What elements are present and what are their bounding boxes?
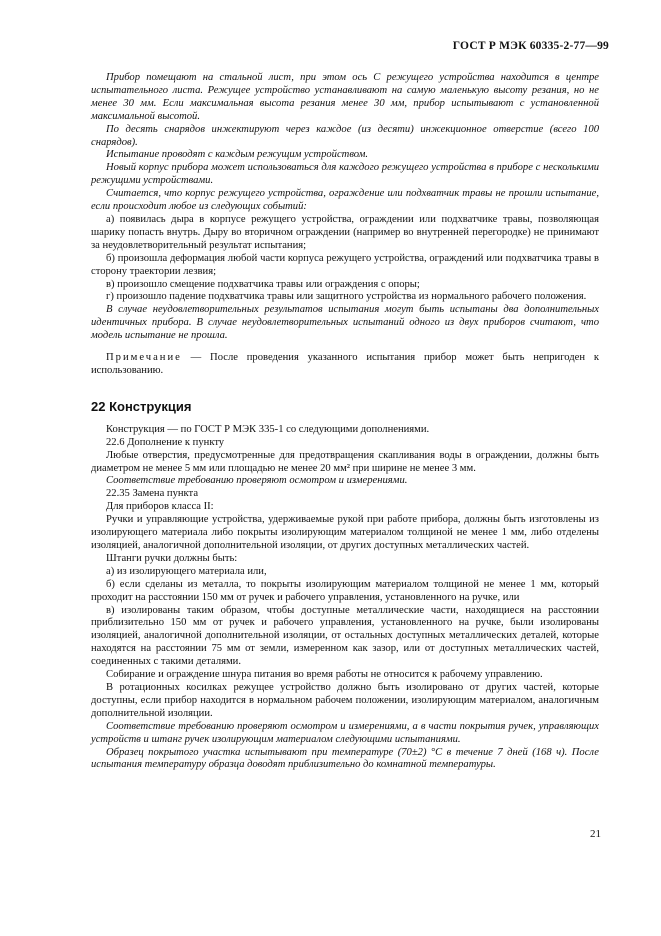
clause-22-35-shafts: Штанги ручки должны быть: — [106, 552, 238, 564]
test-paragraph-each-device: Испытание проводят с каждым режущим устройством. — [106, 149, 369, 161]
clause-22-35-cord: Собирание и ограждение шнура питания во время работы не относится к рабочему управлению. — [106, 669, 543, 681]
note-text: — После проведения указанного испытания прибор может быть непригоден к использованию. — [91, 352, 599, 376]
failure-item-b: б) произошла деформация любой части корпуса режущего устройства, ограждений или подхватчика травы в сторону траектории лезвия; — [91, 252, 599, 277]
clause-22-6-check: Соответствие требованию проверяют осмотром и измерениями. — [106, 475, 408, 487]
standard-header: ГОСТ Р МЭК 60335-2-77—99 — [452, 40, 609, 52]
clause-22-35-heading: 22.35 Замена пункта — [106, 488, 199, 500]
test-paragraph-projectiles: По десять снарядов инжектируют через каждое (из десяти) инжекционное отверстие (всего 100 снарядов). — [91, 123, 599, 148]
clause-22-35-subheading: Для приборов класса II: — [106, 501, 214, 513]
clause-22-35-handles: Ручки и управляющие устройства, удерживаемые рукой при работе прибора, должны быть изготовлены из изолирующего материала либо покрыты изолирующим материалом толщиной не менее 1 мм, либо отделены изоляцией, аналогичной дополнительной изоляции, от других доступных металлических частей. — [91, 514, 599, 551]
test-paragraph-placement: Прибор помещают на стальной лист, при этом ось С режущего устройства находится в центре испытательного листа. Режущее устройство устанавливают на самую маленькую высоту резания, но не менее 30 мм. Если максимальная высота резания менее 30 мм, прибор испытывают с установленной максимальной высотой. — [91, 72, 599, 122]
shaft-item-v: в) изолированы таким образом, чтобы доступные металлические части, находящиеся на расстоянии приблизительно 150 мм от ручек и рабочего управления, установленного на ручке, были изолированы изоляцией, аналогичной дополнительной изоляции, от остальных доступных металлических деталей, которые находятся на расстоянии 75 мм от земли, измеренном как зазор, или от доступных металлических частей, соединенных с такими деталями. — [91, 604, 599, 668]
clause-22-35-sample-test: Образец покрытого участка испытывают при температуре (70±2) °С в течение 7 дней (168 ч). После испытания температуру образца доводят приблизительно до комнатной температуры. — [91, 746, 599, 771]
shaft-item-b: б) если сделаны из металла, то покрыты изолирующим материалом толщиной не менее 1 мм, который проходит на расстоянии 150 мм от ручек и рабочего управления, установленного на ручке, или — [91, 578, 599, 603]
note-label: Примечание — [106, 352, 182, 364]
clause-22-6-heading: 22.6 Дополнение к пункту — [106, 436, 225, 448]
note — [91, 352, 599, 378]
failure-item-v: в) произошло смещение подхватчика травы или ограждения с опоры; — [106, 278, 420, 290]
failure-item-g: г) произошло падение подхватчика травы или защитного устройства из нормального рабочего положения. — [106, 291, 587, 303]
clause-22-6-text: Любые отверстия, предусмотренные для предотвращения скапливания воды в ограждении, должны быть диаметром не менее 5 мм или площадью не менее 20 мм² при ширине не менее 3 мм. — [91, 449, 599, 474]
clause-22-35-rotary: В ротационных косилках режущее устройство должно быть изолировано от других частей, которые доступны, если прибор находится в нормальном рабочем положении, изолирующим материалом, аналогичным дополнительной изоляции. — [91, 681, 599, 719]
section-title: 22 Конструкция — [91, 398, 192, 414]
test-paragraph-failure-criteria: Считается, что корпус режущего устройства, ограждение или подхватчик травы не прошли испытание, если происходит любое из следующих событий: — [91, 188, 599, 213]
page-body — [91, 72, 599, 772]
shaft-item-a: а) из изолирующего материала или, — [106, 565, 267, 577]
clause-22-35-check: Соответствие требованию проверяют осмотром и измерениями, а в части покрытия ручек, управляющих устройств и штанг ручек изолирующим материалом следующими испытаниями. — [91, 720, 599, 745]
failure-item-a: а) появилась дыра в корпусе режущего устройства, ограждении или подхватчике травы, позволяющая шарику попасть внутрь. Дыру во вторичном ограждении (например во внутренней перегородке) не принимают за неудовлетворительный результат испытания; — [91, 213, 599, 251]
page-number: 21 — [590, 828, 601, 840]
section-intro: Конструкция — по ГОСТ Р МЭК 335-1 со следующими дополнениями. — [106, 423, 430, 435]
test-paragraph-retest: В случае неудовлетворительных результатов испытания могут быть испытаны два дополнительных идентичных прибора. В случае неудовлетворительных испытаний одного из двух приборов считают, что модель испытание не прошла. — [91, 304, 599, 342]
test-paragraph-new-housing: Новый корпус прибора может использоваться для каждого режущего устройства в приборе с несколькими режущими устройствами. — [91, 162, 599, 187]
